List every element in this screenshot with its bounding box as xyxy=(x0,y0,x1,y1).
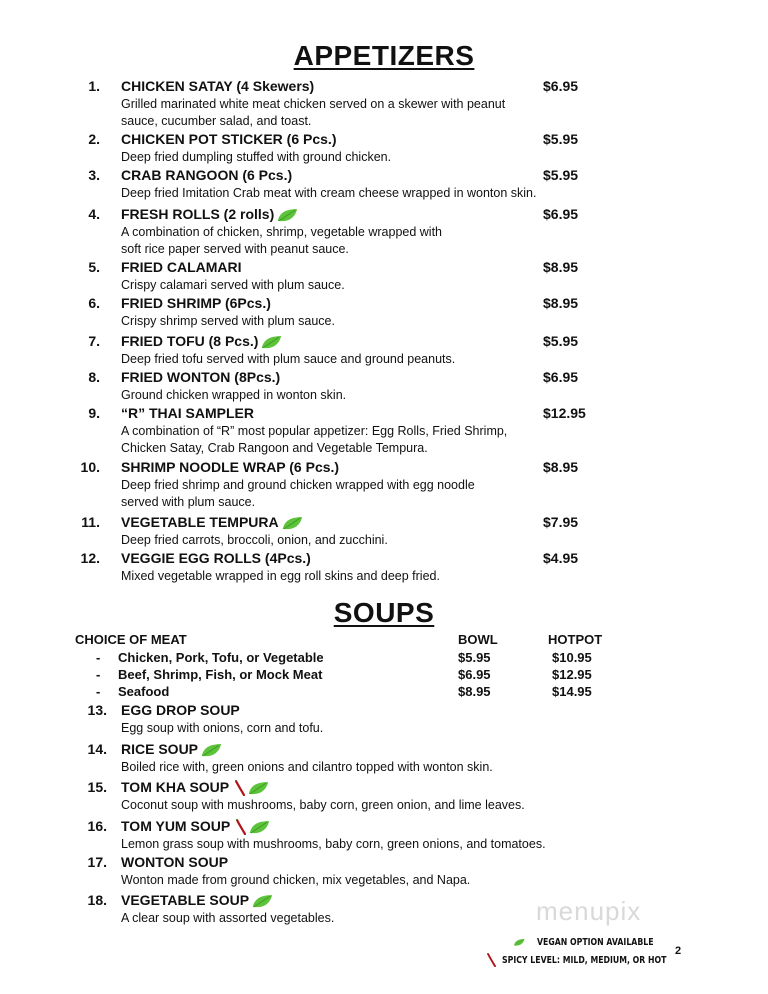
meat-option-bowl-price: $8.95 xyxy=(458,684,491,699)
soup-name: RICE SOUP xyxy=(121,741,222,758)
legend-leaf-icon xyxy=(513,938,525,947)
vegan-leaf-icon xyxy=(248,820,270,835)
legend-spicy-text: SPICY LEVEL: MILD, MEDIUM, OR HOT xyxy=(502,955,667,966)
appetizers-heading: APPETIZERS xyxy=(293,40,475,71)
meat-option-label: Seafood xyxy=(118,684,170,699)
meat-option-dash: - xyxy=(96,650,101,665)
item-price: $6.95 xyxy=(543,206,579,222)
soup-description: A clear soup with assorted vegetables. xyxy=(121,911,335,925)
item-description: A combination of chicken, shrimp, vegetable wrapped with xyxy=(121,225,443,239)
spicy-chili-icon xyxy=(236,819,246,835)
item-description: Deep fried tofu served with plum sauce and ground peanuts. xyxy=(121,352,456,366)
item-name: FRIED WONTON (8Pcs.) xyxy=(121,369,281,385)
item-description: Mixed vegetable wrapped in egg roll skins and deep fried. xyxy=(121,569,440,583)
item-number: 1. xyxy=(88,78,100,94)
item-number: 4. xyxy=(88,206,100,222)
hotpot-header: HOTPOT xyxy=(548,632,603,647)
item-description: soft rice paper served with peanut sauce. xyxy=(121,242,349,256)
soup-number: 17. xyxy=(87,854,107,870)
item-name: CRAB RANGOON (6 Pcs.) xyxy=(121,167,293,183)
soup-description: Egg soup with onions, corn and tofu. xyxy=(121,721,324,735)
item-number: 11. xyxy=(81,514,100,530)
vegan-leaf-icon xyxy=(200,743,222,758)
bowl-header: BOWL xyxy=(458,632,498,647)
item-description: A combination of “R” most popular appetizer: Egg Rolls, Fried Shrimp, xyxy=(121,424,508,438)
vegan-leaf-icon xyxy=(247,781,269,796)
item-price: $8.95 xyxy=(543,295,579,311)
soup-description: Lemon grass soup with mushrooms, baby corn, green onions, and tomatoes. xyxy=(121,837,546,851)
item-number: 6. xyxy=(88,295,100,311)
meat-option-label: Beef, Shrimp, Fish, or Mock Meat xyxy=(118,667,323,682)
item-price: $8.95 xyxy=(543,459,579,475)
item-price: $7.95 xyxy=(543,514,579,530)
soups-heading: SOUPS xyxy=(333,597,435,628)
item-description: sauce, cucumber salad, and toast. xyxy=(121,114,312,128)
item-description: Deep fried dumpling stuffed with ground chicken. xyxy=(121,150,392,164)
soup-number: 15. xyxy=(87,779,107,795)
item-number: 9. xyxy=(88,405,100,421)
choice-of-meat-header: CHOICE OF MEAT xyxy=(75,632,187,647)
meat-option-label: Chicken, Pork, Tofu, or Vegetable xyxy=(118,650,324,665)
soup-name: TOM YUM SOUP xyxy=(121,818,270,835)
item-price: $6.95 xyxy=(543,369,579,385)
soup-name: WONTON SOUP xyxy=(121,854,229,870)
item-number: 7. xyxy=(88,333,100,349)
item-price: $6.95 xyxy=(543,78,579,94)
item-description: Ground chicken wrapped in wonton skin. xyxy=(121,388,347,402)
item-name: FRESH ROLLS (2 rolls) xyxy=(121,206,298,223)
soup-name: VEGETABLE SOUP xyxy=(121,892,273,909)
soup-number: 14. xyxy=(87,741,107,757)
meat-option-hotpot-price: $10.95 xyxy=(552,650,592,665)
meat-option-bowl-price: $5.95 xyxy=(458,650,491,665)
soup-number: 18. xyxy=(87,892,107,908)
item-number: 5. xyxy=(88,259,100,275)
soup-description: Boiled rice with, green onions and cilantro topped with wonton skin. xyxy=(121,760,493,774)
soup-number: 16. xyxy=(87,818,107,834)
vegan-leaf-icon xyxy=(251,894,273,909)
watermark: menupix xyxy=(536,896,642,926)
item-description: Chicken Satay, Crab Rangoon and Vegetable Tempura. xyxy=(121,441,428,455)
meat-option-dash: - xyxy=(96,684,101,699)
vegan-leaf-icon xyxy=(281,516,303,531)
page-number: 2 xyxy=(675,945,682,957)
legend-vegan-text: VEGAN OPTION AVAILABLE xyxy=(537,937,654,948)
meat-option-bowl-price: $6.95 xyxy=(458,667,491,682)
item-description: served with plum sauce. xyxy=(121,495,256,509)
soup-number: 13. xyxy=(87,702,107,718)
item-price: $5.95 xyxy=(543,167,579,183)
item-name: FRIED SHRIMP (6Pcs.) xyxy=(121,295,271,311)
item-description: Grilled marinated white meat chicken served on a skewer with peanut xyxy=(121,97,506,111)
item-number: 2. xyxy=(88,131,100,147)
meat-option-dash: - xyxy=(96,667,101,682)
item-number: 8. xyxy=(88,369,100,385)
item-description: Crispy calamari served with plum sauce. xyxy=(121,278,345,292)
meat-option-hotpot-price: $14.95 xyxy=(552,684,592,699)
soup-description: Wonton made from ground chicken, mix vegetables, and Napa. xyxy=(121,873,471,887)
item-name: “R” THAI SAMPLER xyxy=(121,405,254,421)
item-number: 10. xyxy=(80,459,100,475)
item-name: FRIED CALAMARI xyxy=(121,259,242,275)
item-name: VEGETABLE TEMPURA xyxy=(121,514,303,531)
item-price: $4.95 xyxy=(543,550,579,566)
meat-option-hotpot-price: $12.95 xyxy=(552,667,592,682)
item-price: $5.95 xyxy=(543,333,579,349)
spicy-chili-icon xyxy=(235,780,245,796)
legend-chili-icon xyxy=(487,953,496,967)
soup-name: TOM KHA SOUP xyxy=(121,779,269,796)
vegan-leaf-icon xyxy=(276,208,298,223)
item-description: Crispy shrimp served with plum sauce. xyxy=(121,314,335,328)
item-price: $8.95 xyxy=(543,259,579,275)
item-description: Deep fried carrots, broccoli, onion, and zucchini. xyxy=(121,533,388,547)
item-price: $5.95 xyxy=(543,131,579,147)
soup-description: Coconut soup with mushrooms, baby corn, green onion, and lime leaves. xyxy=(121,798,525,812)
item-name: VEGGIE EGG ROLLS (4Pcs.) xyxy=(121,550,311,566)
item-price: $12.95 xyxy=(543,405,586,421)
item-number: 3. xyxy=(88,167,100,183)
item-name: CHICKEN SATAY (4 Skewers) xyxy=(121,78,315,94)
item-name: SHRIMP NOODLE WRAP (6 Pcs.) xyxy=(121,459,340,475)
item-description: Deep fried shrimp and ground chicken wrapped with egg noodle xyxy=(121,478,475,492)
item-number: 12. xyxy=(80,550,100,566)
soup-name: EGG DROP SOUP xyxy=(121,702,240,718)
item-name: CHICKEN POT STICKER (6 Pcs.) xyxy=(121,131,337,147)
item-name: FRIED TOFU (8 Pcs.) xyxy=(121,333,282,350)
item-description: Deep fried Imitation Crab meat with cream cheese wrapped in wonton skin. xyxy=(121,186,537,200)
vegan-leaf-icon xyxy=(260,335,282,350)
